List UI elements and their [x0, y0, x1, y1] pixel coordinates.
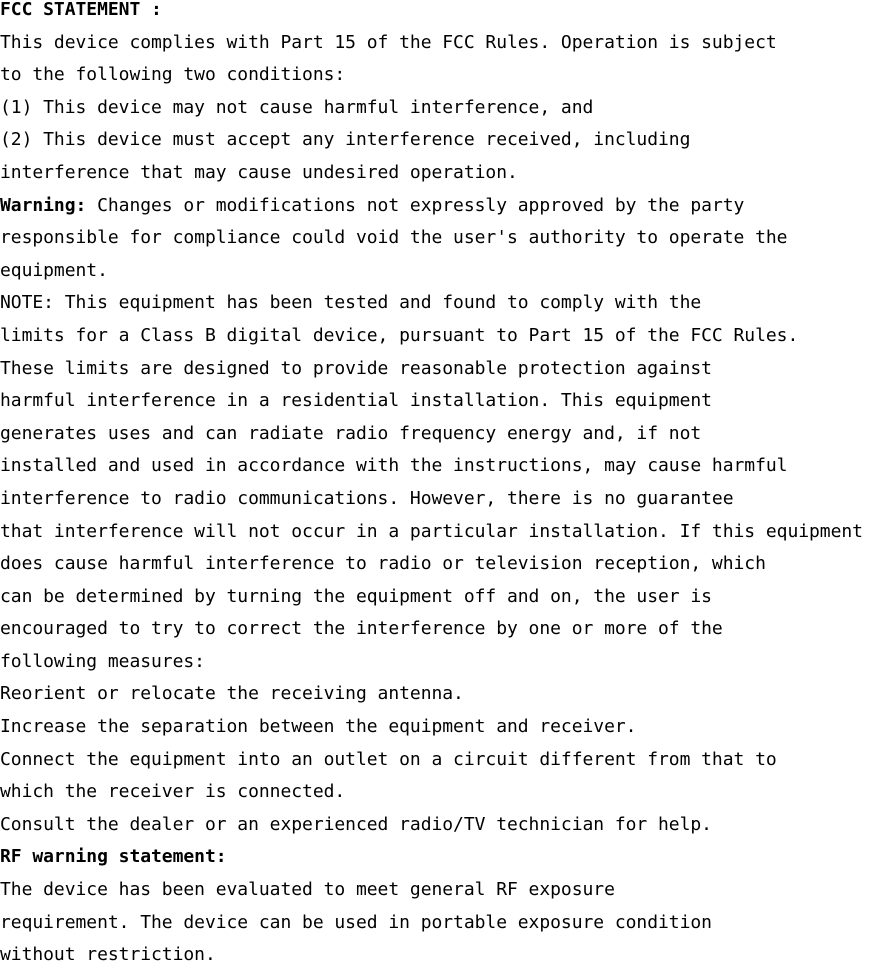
- fcc-condition-2: (2) This device must accept any interference received, including: [0, 129, 691, 151]
- measure-item: Consult the dealer or an experienced radio/TV technician for help.: [0, 813, 712, 835]
- warning-line: [0, 190, 873, 223]
- note-line: can be determined by turning the equipment off and on, the user is: [0, 585, 712, 607]
- note-line: NOTE: This equipment has been tested and found to comply with the: [0, 292, 702, 314]
- note-line: following measures:: [0, 650, 205, 672]
- note-line: that interference will not occur in a particular installation. If this equipment: [0, 520, 863, 542]
- note-line: installed and used in accordance with the instructions, may cause harmful: [0, 455, 788, 477]
- rf-warning-heading: RF warning statement:: [0, 846, 227, 868]
- fcc-line: to the following two conditions:: [0, 64, 346, 86]
- fcc-line: interference that may cause undesired operation.: [0, 161, 518, 183]
- note-line: harmful interference in a residential installation. This equipment: [0, 390, 712, 412]
- note-line: does cause harmful interference to radio or television reception, which: [0, 553, 766, 575]
- measure-item: Connect the equipment into an outlet on a circuit different from that to: [0, 748, 777, 770]
- note-line: encouraged to try to correct the interference by one or more of the: [0, 618, 723, 640]
- note-line: These limits are designed to provide reasonable protection against: [0, 357, 712, 379]
- warning-line: equipment.: [0, 259, 108, 281]
- fcc-statement-heading: FCC STATEMENT :: [0, 0, 162, 20]
- note-line: interference to radio communications. However, there is no guarantee: [0, 487, 734, 509]
- warning-line: responsible for compliance could void the user's authority to operate the: [0, 227, 788, 249]
- warning-label: Warning:: [0, 194, 87, 216]
- measure-item: Increase the separation between the equipment and receiver.: [0, 716, 637, 738]
- fcc-line: This device complies with Part 15 of the FCC Rules. Operation is subject: [0, 31, 777, 53]
- rf-line: without restriction.: [0, 944, 216, 966]
- warning-text: Changes or modifications not expressly approved by the party: [86, 194, 745, 216]
- fcc-condition-1: (1) This device may not cause harmful interference, and: [0, 96, 594, 118]
- note-line: generates uses and can radiate radio frequency energy and, if not: [0, 422, 702, 444]
- note-line: limits for a Class B digital device, pursuant to Part 15 of the FCC Rules.: [0, 324, 799, 346]
- rf-line: requirement. The device can be used in portable exposure condition: [0, 911, 712, 933]
- measure-item: Reorient or relocate the receiving antenna.: [0, 683, 464, 705]
- measure-item: which the receiver is connected.: [0, 781, 346, 803]
- rf-line: The device has been evaluated to meet general RF exposure: [0, 879, 615, 901]
